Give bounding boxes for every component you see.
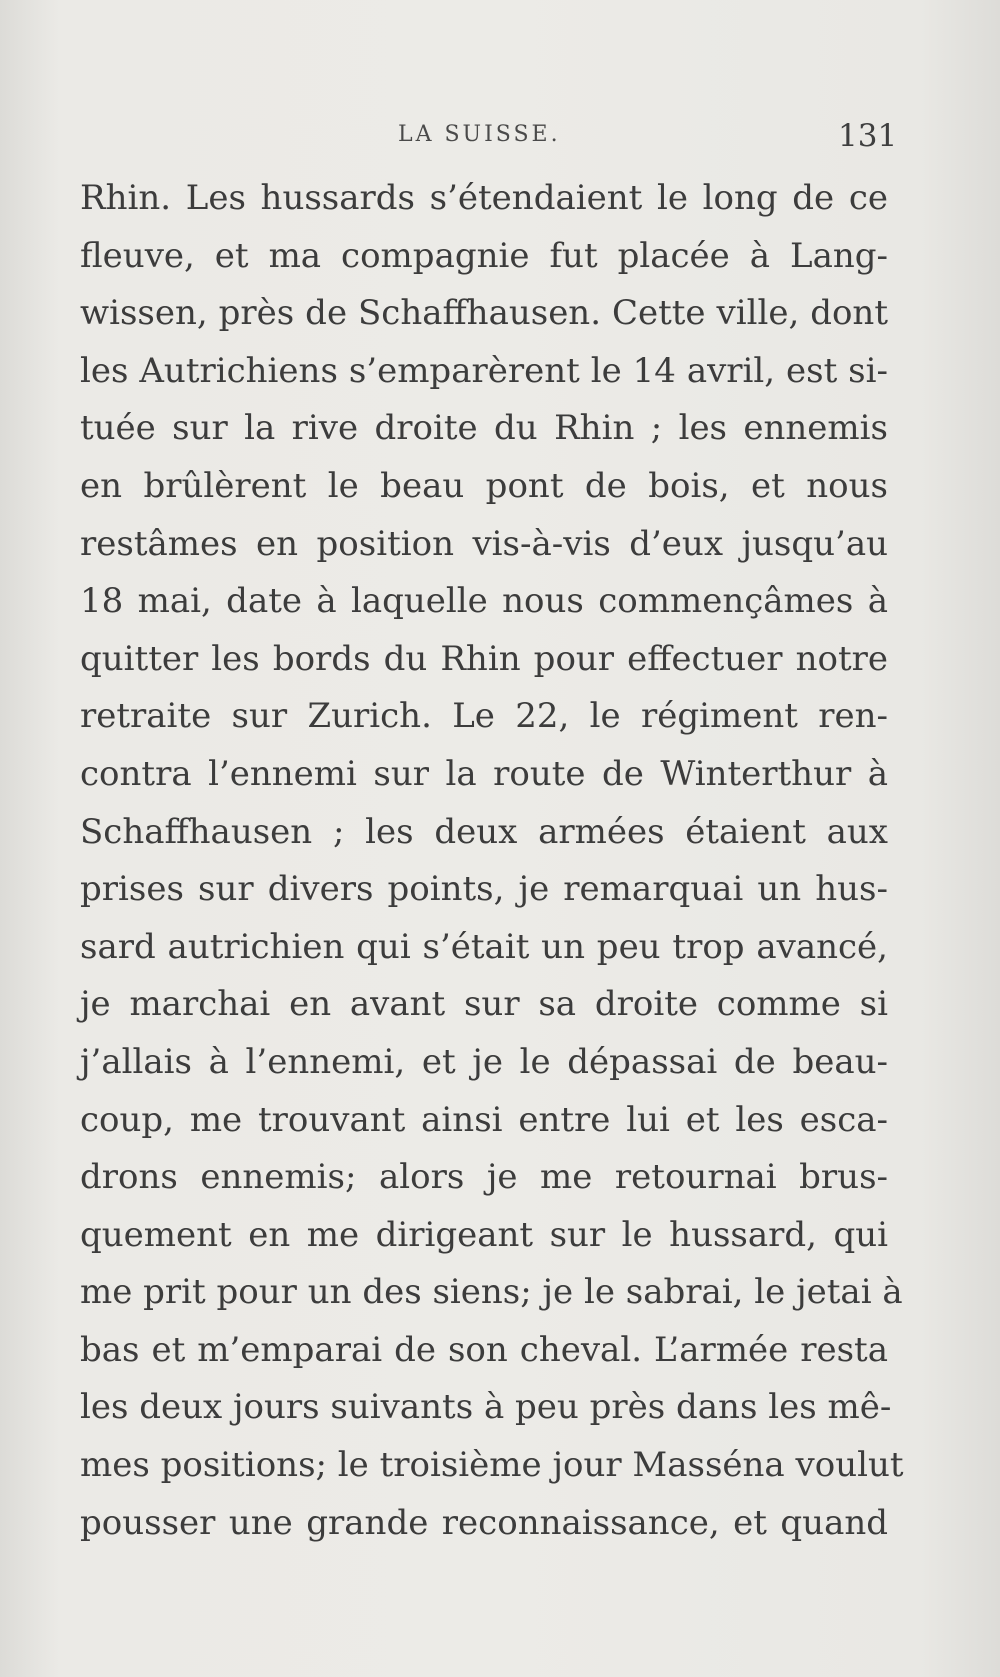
text-line: Schaffhausen ; les deux armées étaient aux	[80, 811, 888, 852]
text-line: sard autrichien qui s’était un peu trop avancé,	[80, 926, 888, 967]
text-line: prises sur divers points, je remarquai un hus-	[80, 869, 888, 910]
body-text	[80, 170, 904, 1552]
text-line: me prit pour un des siens; je le sabrai, le jetai à	[80, 1272, 903, 1313]
running-head	[0, 118, 1000, 158]
text-line: drons ennemis; alors je me retournai brus-	[80, 1157, 888, 1198]
text-line: en brûlèrent le beau pont de bois, et nous	[80, 465, 888, 506]
text-line: quement en me dirigeant sur le hussard, qui	[80, 1214, 888, 1255]
text-line: retraite sur Zurich. Le 22, le régiment ren-	[80, 696, 888, 737]
text-line: mes positions; le troisième jour Masséna voulut	[80, 1445, 904, 1486]
text-line: wissen, près de Schaffhausen. Cette ville, dont	[80, 293, 888, 334]
text-line: je marchai en avant sur sa droite comme si	[80, 984, 888, 1025]
text-line: tuée sur la rive droite du Rhin ; les ennemis	[80, 408, 888, 449]
text-line: 18 mai, date à laquelle nous commençâmes à	[80, 581, 888, 622]
text-line: les Autrichiens s’emparèrent le 14 avril, est si-	[80, 350, 888, 391]
text-line: Rhin. Les hussards s’étendaient le long de ce	[80, 178, 888, 218]
page-number: 131	[838, 118, 898, 154]
text-line: j’allais à l’ennemi, et je le dépassai de beau-	[80, 1041, 888, 1082]
text-line: fleuve, et ma compagnie fut placée à Lang-	[80, 235, 888, 276]
text-line: contra l’ennemi sur la route de Winterthur à	[80, 753, 888, 794]
text-line: bas et m’emparai de son cheval. L’armée resta	[80, 1329, 888, 1370]
text-line: les deux jours suivants à peu près dans les mê-	[80, 1387, 892, 1428]
text-line: pousser une grande reconnaissance, et quand	[80, 1502, 888, 1543]
text-line: coup, me trouvant ainsi entre lui et les esca-	[80, 1099, 888, 1140]
text-line: quitter les bords du Rhin pour effectuer notre	[80, 638, 888, 679]
text-line: restâmes en position vis-à-vis d’eux jusqu’au	[80, 523, 888, 564]
running-title: LA SUISSE.	[398, 122, 561, 147]
